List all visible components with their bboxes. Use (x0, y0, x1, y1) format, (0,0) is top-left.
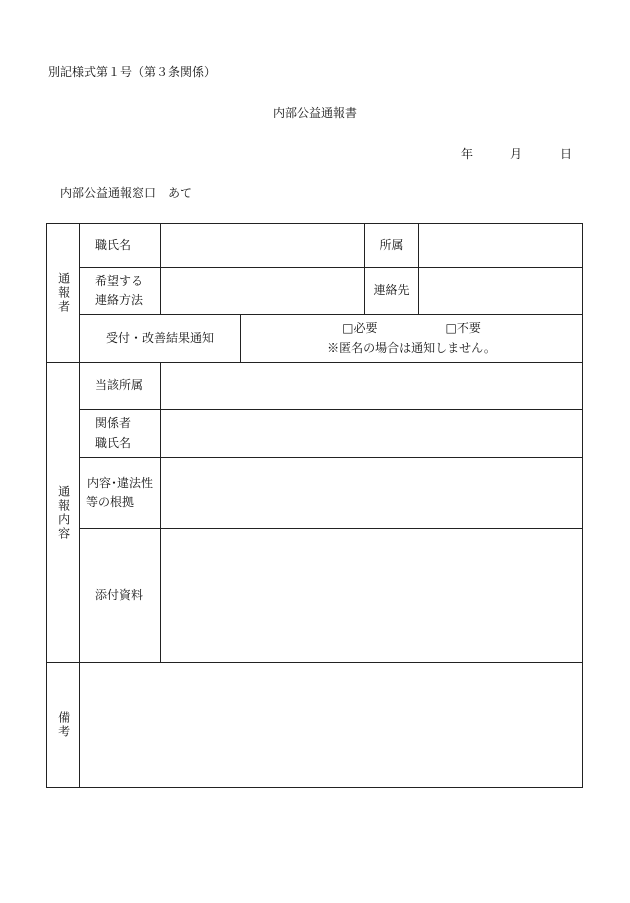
addressee: 内部公益通報窓口 あて (60, 186, 193, 200)
related-person-label (82, 410, 158, 457)
dept-label: 当該所属 (95, 378, 144, 393)
notify-needed-checkbox[interactable]: □必要 (342, 321, 378, 336)
contact-method-label-line1: 希望する (95, 273, 144, 288)
affiliation-field[interactable] (419, 224, 582, 267)
section-content-label: 通報内容 (56, 484, 71, 541)
contact-method-label (82, 268, 158, 314)
notification-options (241, 315, 582, 362)
date-year-label: 年 (461, 147, 474, 161)
related-person-label-line2: 職氏名 (95, 435, 132, 450)
content-basis-label-line2: 等の根拠 (86, 495, 135, 509)
remarks-field[interactable] (80, 663, 582, 787)
section-reporter (47, 224, 79, 362)
section-remarks-label: 備考 (56, 711, 71, 739)
table-border-right (582, 223, 583, 788)
name-label: 職氏名 (95, 237, 132, 252)
related-person-field[interactable] (161, 410, 582, 457)
dept-field[interactable] (161, 363, 582, 409)
contact-method-label-line2: 連絡方法 (95, 293, 144, 307)
anonymous-note: ※匿名の場合は通知しません。 (327, 340, 496, 355)
attachment-label: 添付資料 (95, 587, 144, 602)
content-basis-label (80, 458, 160, 528)
affiliation-label: 所属 (379, 237, 404, 252)
notification-label: 受付・改善結果通知 (105, 330, 214, 345)
related-person-label-line1: 関係者 (95, 416, 132, 431)
contact-field[interactable] (419, 268, 582, 314)
content-basis-label-line1: 内容･違法性 (86, 475, 153, 490)
contact-method-field[interactable] (161, 268, 364, 314)
date-day-label: 日 (560, 147, 573, 161)
contact-label: 連絡先 (373, 283, 410, 298)
notify-not-needed-checkbox[interactable]: □不要 (445, 321, 481, 336)
table-border-bottom (46, 787, 583, 788)
section-reporter-label: 通報者 (56, 272, 71, 314)
notification-checkboxes (312, 319, 512, 338)
date-month-label: 月 (510, 147, 523, 161)
section-content (47, 363, 79, 662)
form-number: 別記様式第１号（第３条関係） (48, 65, 217, 79)
name-field[interactable] (161, 224, 364, 267)
document-title: 内部公益通報書 (272, 106, 357, 120)
content-basis-field[interactable] (161, 458, 582, 528)
attachment-field[interactable] (161, 529, 582, 662)
section-remarks (47, 663, 79, 787)
